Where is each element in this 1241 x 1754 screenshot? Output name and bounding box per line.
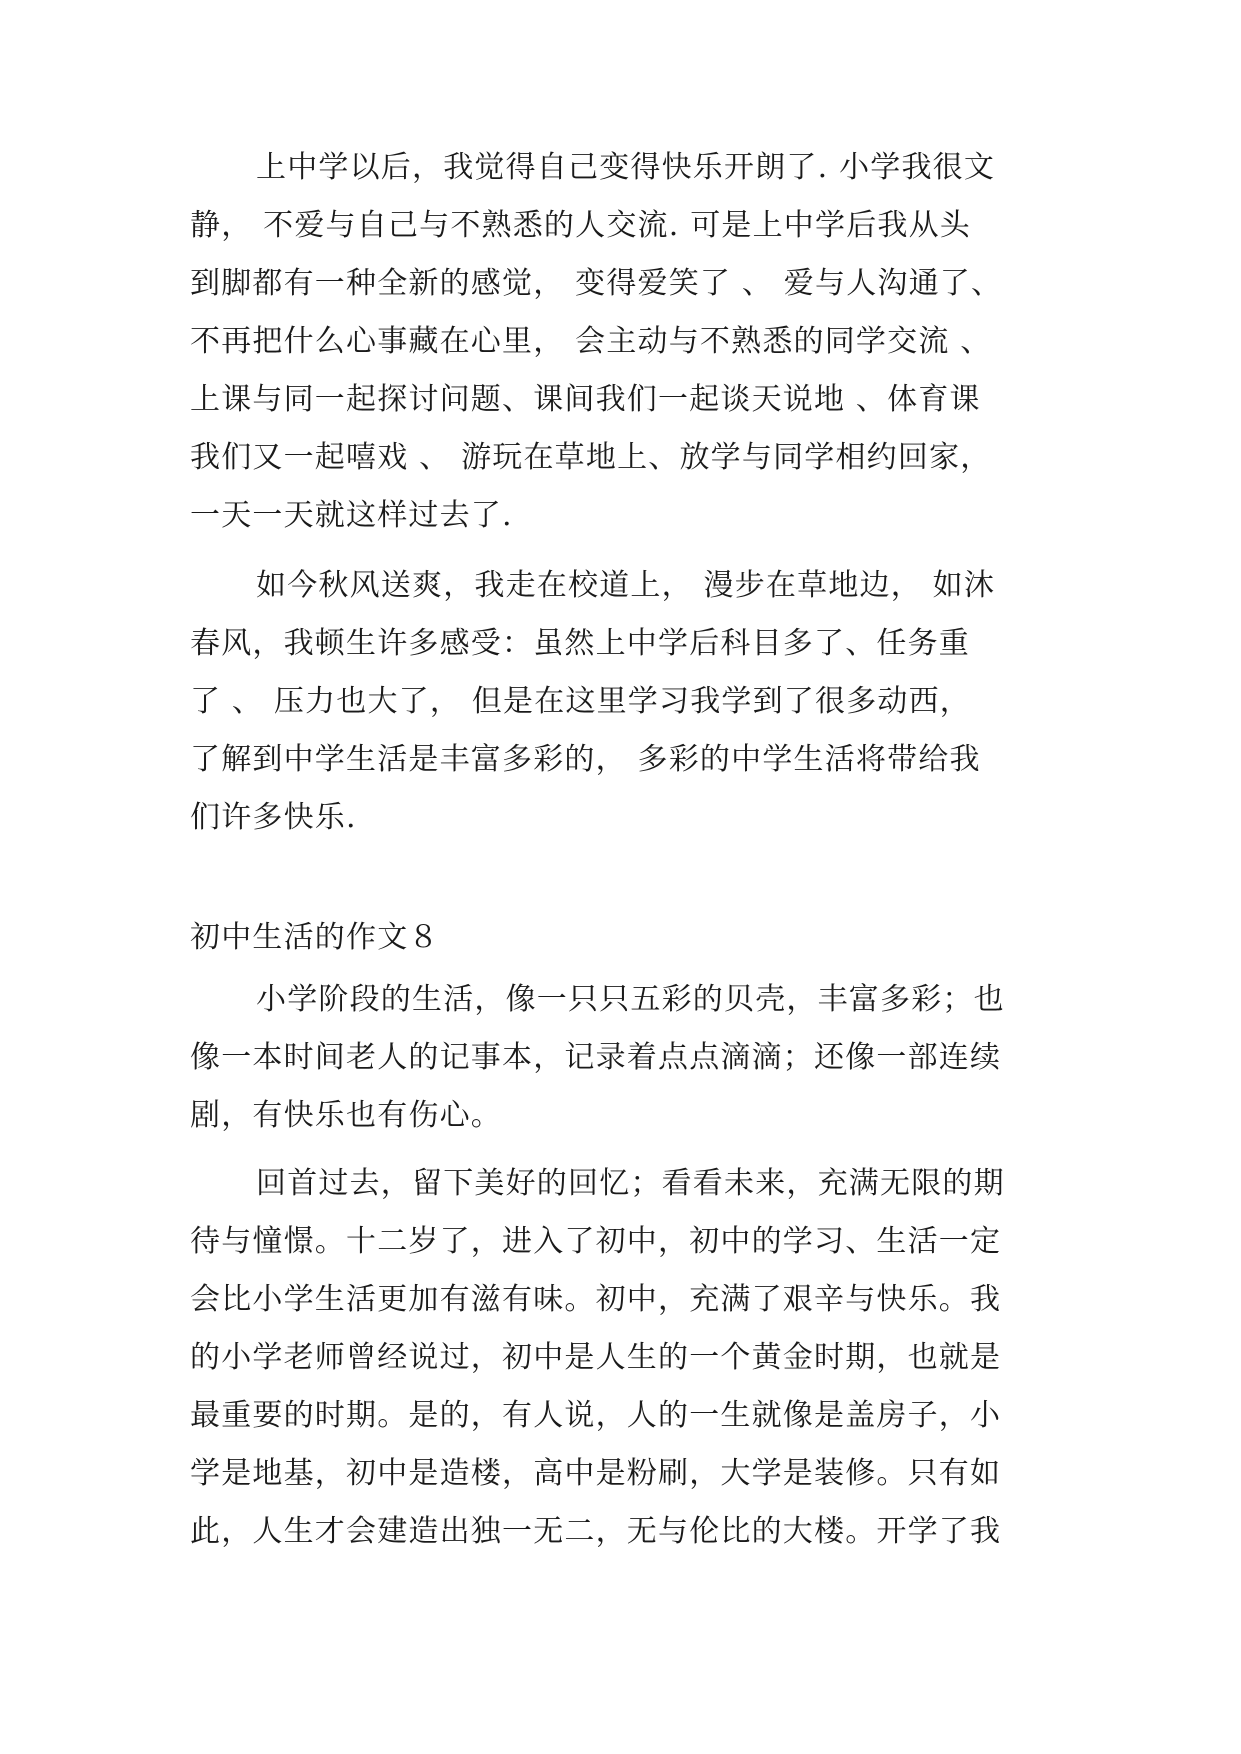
text-line: 待与憧憬。十二岁了，进入了初中，初中的学习、生活一定 bbox=[190, 1224, 1002, 1259]
text-line: 了解到中学生活是丰富多彩的， 多彩的中学生活将带给我 bbox=[190, 742, 981, 777]
text-line: 剧，有快乐也有伤心。 bbox=[190, 1098, 502, 1133]
text-line: 到脚都有一种全新的感觉， 变得爱笑了 、 爱与人沟通了、 bbox=[190, 266, 1003, 301]
text-line: 会比小学生活更加有滋有味。初中，充满了艰辛与快乐。我 bbox=[190, 1282, 1002, 1317]
text-line: 学是地基，初中是造楼，高中是粉刷，大学是装修。只有如 bbox=[190, 1456, 1002, 1491]
text-line: 小学阶段的生活，像一只只五彩的贝壳，丰富多彩；也 bbox=[256, 982, 1005, 1017]
text-line: 此，人生才会建造出独一无二，无与伦比的大楼。开学了我 bbox=[190, 1514, 1002, 1549]
text-line: 上课与同一起探讨问题、课间我们一起谈天说地 、体育课 bbox=[190, 382, 981, 417]
text-line: 回首过去，留下美好的回忆；看看未来，充满无限的期 bbox=[256, 1166, 1005, 1201]
text-line: 上中学以后，我觉得自己变得快乐开朗了. 小学我很文 bbox=[256, 150, 996, 185]
text-line: 一天一天就这样过去了. bbox=[190, 498, 513, 533]
text-line: 静， 不爱与自己与不熟悉的人交流. 可是上中学后我从头 bbox=[190, 208, 972, 243]
text-line: 像一本时间老人的记事本，记录着点点滴滴；还像一部连续 bbox=[190, 1040, 1002, 1075]
section-heading: 初中生活的作文８ bbox=[190, 920, 440, 955]
text-line: 们许多快乐. bbox=[190, 800, 357, 835]
text-line: 我们又一起嘻戏 、 游玩在草地上、放学与同学相约回家， bbox=[190, 440, 992, 475]
text-line: 了 、 压力也大了， 但是在这里学习我学到了很多动西， bbox=[190, 684, 972, 719]
text-line: 最重要的时期。是的，有人说，人的一生就像是盖房子，小 bbox=[190, 1398, 1002, 1433]
text-line: 如今秋风送爽，我走在校道上， 漫步在草地边， 如沐 bbox=[256, 568, 996, 603]
text-line: 春风，我顿生许多感受：虽然上中学后科目多了、任务重 bbox=[190, 626, 970, 661]
text-line: 的小学老师曾经说过，初中是人生的一个黄金时期，也就是 bbox=[190, 1340, 1002, 1375]
text-line: 不再把什么心事藏在心里， 会主动与不熟悉的同学交流 、 bbox=[190, 324, 992, 359]
